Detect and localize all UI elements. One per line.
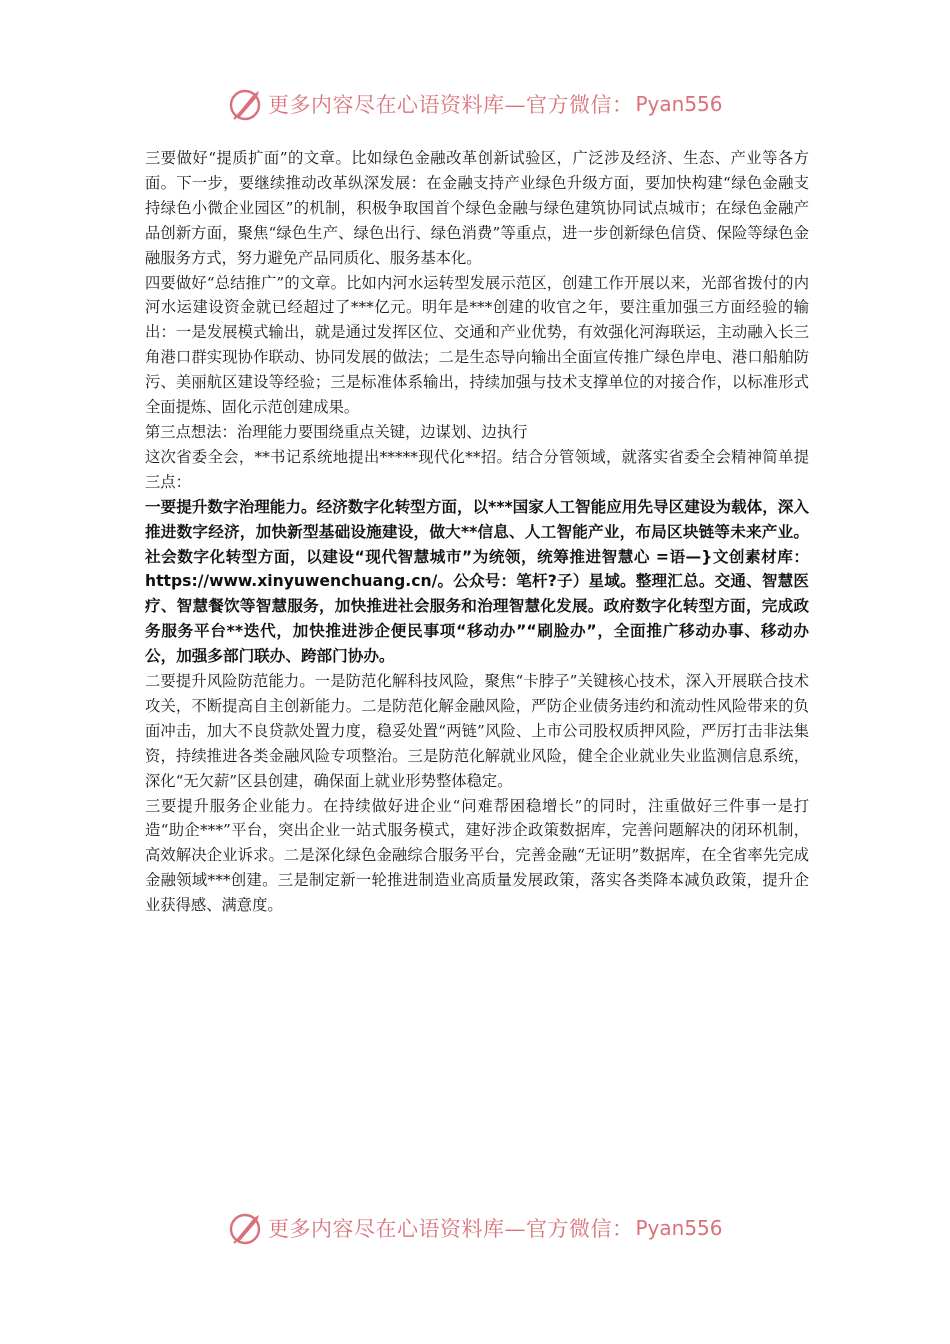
paragraph: 二要提升风险防范能力。一是防范化解科技风险，聚焦“卡脖子”关键核心技术，深入开展联合技术攻关，不断提高自主创新能力。二是防范化解金融风险，严防企业债务违约和流动性风险带来的负面冲击，加大不良贷款处置力度，稳妥处置“两链”风险、上市公司股权质押风险，严厉打击非法集资，持续推进各类金融风险专项整治。三是防范化解就业风险，健全企业就业失业监测信息系统，深化“无欠薪”区县创建，确保面上就业形势整体稳定。 bbox=[145, 672, 809, 790]
paragraph: 三要做好“提质扩面”的文章。比如绿色金融改革创新试验区，广泛涉及经济、生态、产业等各方面。下一步，要继续推动改革纵深发展：在金融支持产业绿色升级方面，要加快构建“绿色金融支持绿色小微企业园区”的机制，积极争取国首个绿色金融与绿色建筑协同试点城市；在绿色金融产品创新方面，聚焦“绿色生产、绿色出行、绿色消费”等重点，进一步创新绿色信贷、保险等绿色金融服务方式，努力避免产品同质化、服务基本化。 bbox=[145, 149, 809, 267]
watermark-wechat-id: Pyan556 bbox=[635, 92, 723, 116]
footer-watermark bbox=[228, 1208, 723, 1248]
document-body bbox=[145, 146, 809, 918]
pen-logo-icon bbox=[228, 1210, 264, 1246]
paragraph: 四要做好“总结推广”的文章。比如内河水运转型发展示范区，创建工作开展以来，光部省拨付的内河水运建设资金就已经超过了***亿元。明年是***创建的收官之年，要注重加强三方面经验的输出：一是发展模式输出，就是通过发挥区位、交通和产业优势，有效强化河海联运，主动融入长三角港口群实现协作联动、协同发展的做法；二是生态导向输出全面宣传推广绿色岸电、港口船舶防污、美丽航区建设等经验；三是标准体系输出，持续加强与技术支撑单位的对接合作，以标准形式全面提炼、固化示范创建成果。 bbox=[145, 273, 809, 417]
watermark-text: 更多内容尽在心语资料库—官方微信： bbox=[268, 93, 634, 117]
pen-logo-icon bbox=[228, 86, 264, 122]
header-watermark bbox=[228, 84, 723, 124]
bold-paragraph: 一要提升数字治理能力。经济数字化转型方面，以***国家人工智能应用先导区建设为载体，深入推进数字经济，加快新型基础设施建设，做大**信息、人工智能产业，布局区块链等未来产业。社会数字化转型方面，以建设“现代智慧城市”为统领，统筹推进智慧心 =语—}文创素材库：https://www.xinyuwenchuang.cn/。公众号：笔杆?子）星域。整理汇总。交通、智慧医疗、智慧餐饮等智慧服务，加快推进社会服务和治理智慧化发展。政府数字化转型方面，完成政务服务平台**迭代，加快推进涉企便民事项“移动办”“刷脸办”，全面推广移动办事、移动办公，加强多部门联办、跨部门协办。 bbox=[145, 497, 809, 666]
watermark-wechat-id: Pyan556 bbox=[635, 1216, 723, 1240]
paragraph: 三要提升服务企业能力。在持续做好进企业“问难帮困稳增长”的同时，注重做好三件事一是打造“助企***”平台，突出企业一站式服务模式，建好涉企政策数据库，完善问题解决的闭环机制，高效解决企业诉求。二是深化绿色金融综合服务平台，完善金融“无证明”数据库，在全省率先完成金融领域***创建。三是制定新一轮推进制造业高质量发展政策，落实各类降本减负政策，提升企业获得感、满意度。 bbox=[145, 796, 809, 915]
paragraph: 这次省委全会，**书记系统地提出*****现代化**招。结合分管领域，就落实省委全会精神简单提三点： bbox=[145, 447, 809, 491]
section-heading: 第三点想法：治理能力要围绕重点关键，边谋划、边执行 bbox=[145, 422, 528, 441]
watermark-text: 更多内容尽在心语资料库—官方微信： bbox=[268, 1217, 634, 1241]
